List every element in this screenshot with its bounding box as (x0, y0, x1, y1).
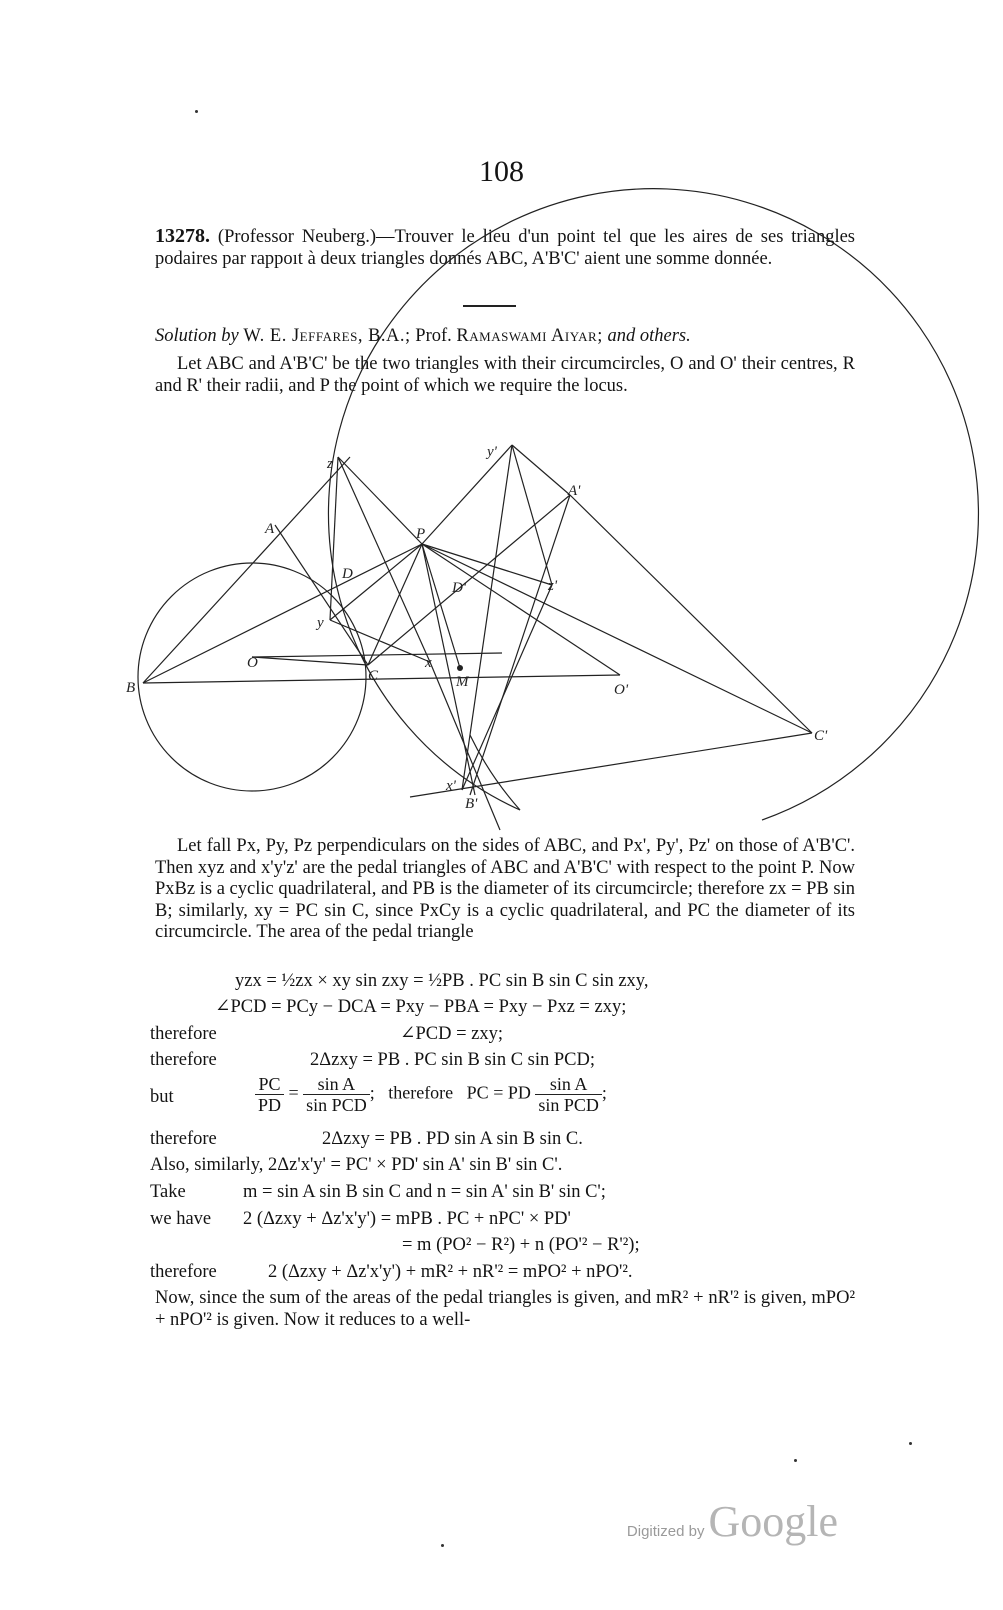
label-z: z (327, 456, 333, 472)
equation-4: 2Δzxy = PB . PC sin B sin C sin PCD; (310, 1050, 595, 1070)
solution-suffix: and others. (607, 326, 691, 346)
eq8-label: Take (150, 1182, 186, 1202)
label-C: C (368, 668, 379, 684)
label-D: D (342, 566, 353, 582)
label-A: A (265, 521, 275, 537)
circumcircle-A'B'C' (328, 189, 978, 820)
eq6-label: therefore (150, 1129, 217, 1149)
eq5-label: but (150, 1087, 174, 1107)
equation-6: 2Δzxy = PB . PD sin A sin B sin C. (322, 1129, 583, 1149)
fraction-sina-sinpcd: $\frac{\text{sin A}}{\text{sin PCD}}$ (303, 1074, 370, 1115)
fraction-sina-sinpcd-2: $\frac{\text{sin A}}{\text{sin PCD}}$ (535, 1074, 602, 1115)
label-A-prime: A' (568, 483, 581, 499)
solution-prefix: Solution by (155, 326, 239, 346)
label-B: B (126, 680, 136, 696)
equation-11: 2 (Δzxy + Δz'x'y') + mR² + nR'² = mPO² + nPO'². (268, 1262, 633, 1282)
equation-1: yzx = ½zx × xy sin zxy = ½PB . PC sin B sin C sin zxy, (235, 971, 649, 991)
equation-8: m = sin A sin B sin C and n = sin A' sin B' sin C'; (243, 1182, 606, 1202)
label-C-prime: C' (814, 728, 828, 744)
label-O: O (247, 655, 258, 671)
circumcircle-ABC (138, 563, 366, 791)
label-x-prime: x' (446, 778, 456, 794)
author-jeffares: W. E. Jeffares, B.A.; (243, 326, 411, 346)
author-aiyar: Ramaswami Aiyar; (456, 326, 603, 346)
fraction-pc-pd: $\frac{PC}{PD}$ (255, 1074, 284, 1115)
equation-3: ∠PCD = zxy; (400, 1024, 504, 1044)
label-z-prime: z' (548, 578, 558, 594)
page-number: 108 (479, 155, 524, 188)
watermark-google: Google (708, 1497, 838, 1546)
eq11-label: therefore (150, 1262, 217, 1282)
problem-text: (Professor Neuberg.)—Trouver le lieu d'un point tel que les aires de ses triangles podaires par rappoıt à deux triangles donnés ABC, A'B'C' aient une somme donnée. (155, 227, 855, 269)
intro-paragraph: Let ABC and A'B'C' be the two triangles with their circumcircles, O and O' their centres, R and R' their radii, and P the point of which we require the locus. (155, 354, 855, 396)
equation-5: $\frac{PC}{PD}$ = $\frac{\text{sin A}}{\text{sin PCD}}$ ; therefore PC = PD $\frac{\text{sin A}}{\text{sin PCD}}$ ; (255, 1074, 607, 1115)
equation-10: = m (PO² − R²) + n (PO'² − R'²); (402, 1235, 640, 1255)
equation-9: 2 (Δzxy + Δz'x'y') = mPB . PC + nPC' × PD' (243, 1209, 571, 1229)
eq3-label: therefore (150, 1024, 217, 1044)
label-P: P (416, 526, 426, 542)
label-y: y (317, 615, 324, 631)
label-O-prime: O' (614, 682, 629, 698)
label-y-prime: y' (487, 444, 497, 460)
label-x: x (425, 655, 432, 671)
equation-7: Also, similarly, 2Δz'x'y' = PC' × PD' sin A' sin B' sin C'. (150, 1155, 563, 1175)
google-watermark (627, 1496, 838, 1547)
label-M: M (456, 674, 469, 690)
eq9-label: we have (150, 1209, 212, 1229)
label-D-prime: D' (452, 580, 467, 596)
watermark-digitized: Digitized by (626, 1523, 705, 1540)
closing-paragraph: Now, since the sum of the areas of the pedal triangles is given, and mR² + nR'² is given, mPO² + nPO'² is given. Now it reduces to a well- (155, 1288, 855, 1330)
body-paragraph: Let fall Px, Py, Pz perpendiculars on the sides of ABC, and Px', Py', Pz' on those of A'B'C'. Then xyz and x'y'z' are the pedal triangles of ABC and A'B'C' with respect to the point P. Now PxBz is a cyclic quadrilateral, and PB is the diameter of its circumcircle; therefore zx = PB sin B; similarly, xy = PC sin C, since PxCy is a cyclic quadrilateral, and PC the diameter of its circumcircle. The area of the pedal triangle (155, 836, 855, 942)
author-title: Prof. (415, 326, 452, 346)
problem-number: 13278. (155, 225, 210, 247)
equation-2: ∠PCD = PCy − DCA = Pxy − PBA = Pxy − Pxz = zxy; (215, 997, 627, 1017)
label-B-prime: B' (465, 796, 478, 812)
eq4-label: therefore (150, 1050, 217, 1070)
